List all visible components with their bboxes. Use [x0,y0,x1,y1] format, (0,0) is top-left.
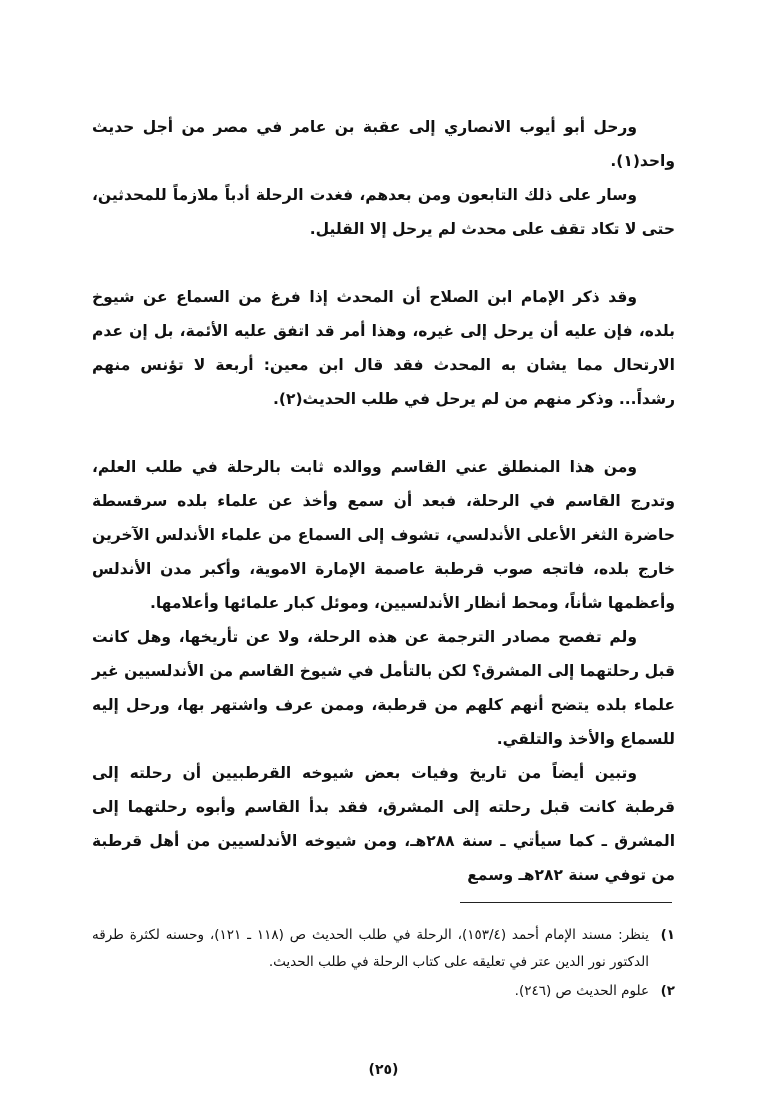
paragraph-4: ومن هذا المنطلق عني القاسم ووالده ثابت بالرحلة في طلب العلم، وتدرج القاسم في الرحلة، فبعد أن سمع وأخذ عن علماء بلده سرقسطة حاضرة الثغر الأعلى الأندلسي، تشوف إلى السماع من علماء الأندلس الآخرين خارج بلده، فاتجه صوب قرطبة عاصمة الإمارة الاموية، وأكبر مدن الأندلس وأعظمها شأناً، ومحط أنظار الأندلسيين، وموئل كبار علمائها وأعلامها. [92,458,675,612]
footnotes [92,922,675,1007]
paragraph-5: ولم تفصح مصادر الترجمة عن هذه الرحلة، ولا عن تأريخها، وهل كانت قبل رحلتهما إلى المشرق؟ لكن بالتأمل في شيوخ القاسم من الأندلسيين غير علماء بلده يتضح أنهم كلهم من قرطبة، وممن عرف واشتهر بها، ورحل إليه للسماع والأخذ والتلقي. [92,628,675,748]
main-text [92,110,675,892]
footnote-2-number: ٢) [660,983,675,999]
footnote-1-number: ١) [660,927,675,943]
paragraph-3: وقد ذكر الإمام ابن الصلاح أن المحدث إذا فرغ من السماع عن شيوخ بلده، فإن عليه أن يرحل إلى غيره، وهذا أمر قد اتفق عليه الأئمة، بل إن عدم الارتحال مما يشان به المحدث فقد قال ابن معين: أربعة لا تؤنس منهم رشداً... وذكر منهم من لم يرحل في طلب الحديث(٢). [92,288,675,408]
footnote-divider [460,902,672,903]
footnote-2 [92,978,675,1005]
paragraph-6: وتبين أيضاً من تاريخ وفيات بعض شيوخه القرطبيين أن رحلته إلى قرطبة كانت قبل رحلته إلى المشرق، فقد بدأ القاسم وأبوه رحلتهما إلى المشرق ـ كما سيأتي ـ سنة ٢٨٨هـ، ومن شيوخه الأندلسيين من أهل قرطبة من توفي سنة ٢٨٢هـ وسمع [92,764,676,884]
paragraph-1: ورحل أبو أيوب الانصاري إلى عقبة بن عامر في مصر من أجل حديث واحد(١). [92,118,675,170]
footnote-1-text: ينظر: مسند الإمام أحمد (١٥٣/٤)، الرحلة في طلب الحديث ص (١١٨ ـ ١٢١)، وحسنه لكثرة طرقه الدكتور نور الدين عتر في تعليقه على كتاب الرحلة في طلب الحديث. [92,927,649,970]
paragraph-2: وسار على ذلك التابعون ومن بعدهم، فغدت الرحلة أدباً ملازماً للمحدثين، حتى لا تكاد تقف على محدث لم يرحل إلا القليل. [92,186,675,238]
footnote-2-text: علوم الحديث ص (٢٤٦). [514,983,649,999]
page-number: (٢٥) [368,1062,399,1078]
footnote-1 [92,922,675,976]
